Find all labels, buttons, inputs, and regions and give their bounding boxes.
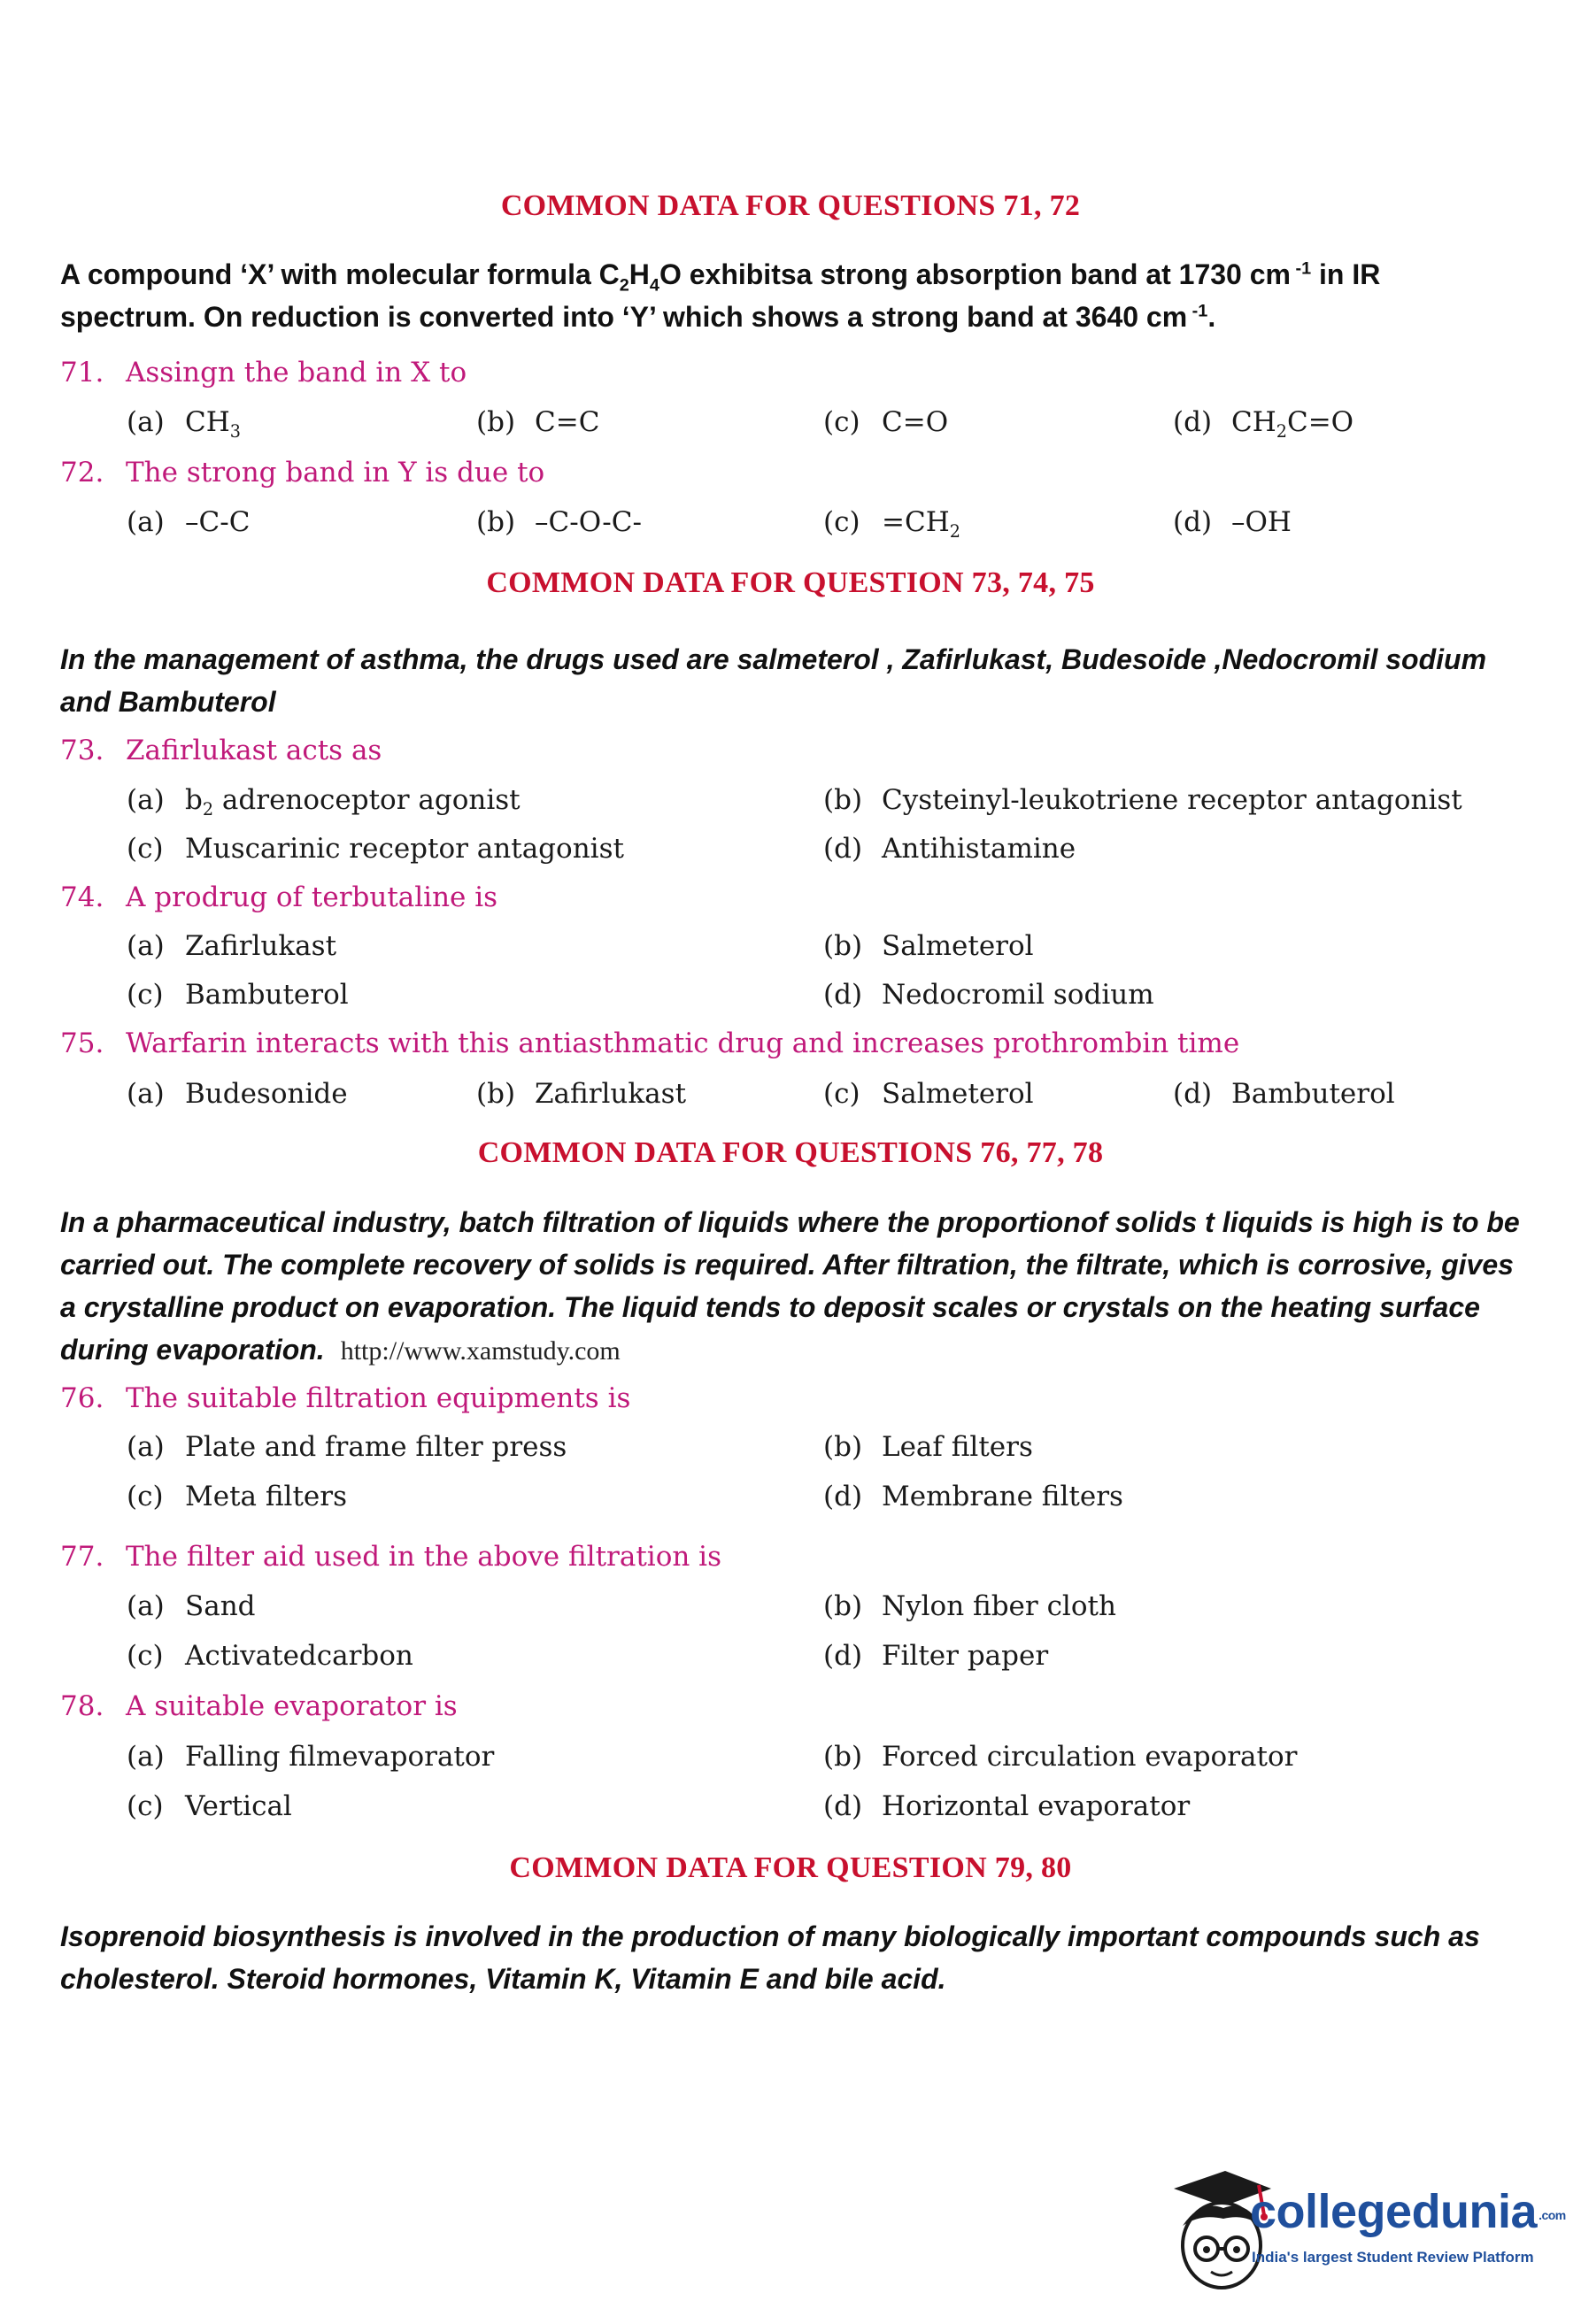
- option-72-b[interactable]: (b) –C-O-C-: [476, 506, 642, 538]
- option-75-a[interactable]: (a) Budesonide: [127, 1078, 348, 1110]
- source-url[interactable]: http://www.xamstudy.com: [340, 1336, 621, 1366]
- option-73-c[interactable]: (c) Muscarinic receptor antagonist: [127, 833, 624, 865]
- option-77-c[interactable]: (c) Activatedcarbon: [127, 1640, 413, 1672]
- option-74-d[interactable]: (d) Nedocromil sodium: [823, 979, 1154, 1011]
- option-78-c[interactable]: (c) Vertical: [127, 1790, 292, 1822]
- option-76-a[interactable]: (a) Plate and frame filter press: [127, 1431, 567, 1463]
- common-data-paragraph: In the management of asthma, the drugs used are salmeterol , Zafirlukast, Budesoide ,Nedocromil sodium and Bambuterol: [60, 643, 1487, 718]
- common-data-paragraph: Isoprenoid biosynthesis is involved in the production of many biologically important compounds such as cholesterol. Steroid hormones, Vitamin K, Vitamin E and bile acid.: [60, 1920, 1480, 1995]
- option-76-b[interactable]: (b) Leaf filters: [823, 1431, 1033, 1463]
- option-74-a[interactable]: (a) Zafirlukast: [127, 930, 337, 962]
- option-71-c[interactable]: (c) C=O: [823, 406, 949, 438]
- section-header: COMMON DATA FOR QUESTIONS 71, 72: [500, 189, 1081, 222]
- option-78-d[interactable]: (d) Horizontal evaporator: [823, 1790, 1191, 1822]
- option-77-a[interactable]: (a) Sand: [127, 1590, 256, 1622]
- option-75-d[interactable]: (d) Bambuterol: [1173, 1078, 1395, 1110]
- option-78-a[interactable]: (a) Falling filmevaporator: [127, 1741, 495, 1773]
- brand-wordmark[interactable]: collegedunia .com: [1250, 2185, 1566, 2238]
- brand-tagline: India's largest Student Review Platform: [1252, 2249, 1534, 2266]
- question-78: 78. A suitable evaporator is: [60, 1690, 458, 1722]
- section-header: COMMON DATA FOR QUESTIONS 76, 77, 78: [477, 1136, 1104, 1169]
- option-75-c[interactable]: (c) Salmeterol: [823, 1078, 1034, 1110]
- option-73-b[interactable]: (b) Cysteinyl-leukotriene receptor antagonist: [823, 784, 1462, 816]
- option-71-d[interactable]: (d) $CH_2C=O$: [1173, 406, 1354, 442]
- question-75: 75. Warfarin interacts with this antiasthmatic drug and increases prothrombin time: [60, 1027, 1240, 1059]
- common-data-paragraph: A compound ‘X’ with molecular formula $C_2H_4O$ exhibitsa strong absorption band at 1730 cm $^{-1}$ in IR spectrum. On reduction is converted into ‘Y’ which shows a strong band at 3640 cm $^{-1}$.: [60, 258, 1381, 333]
- option-77-b[interactable]: (b) Nylon fiber cloth: [823, 1590, 1116, 1622]
- option-74-b[interactable]: (b) Salmeterol: [823, 930, 1034, 962]
- option-72-c[interactable]: $(c) =CH_2$: [823, 506, 960, 543]
- option-76-c[interactable]: (c) Meta filters: [127, 1481, 348, 1512]
- option-72-d[interactable]: (d) –OH: [1173, 506, 1292, 538]
- common-data-paragraph: In a pharmaceutical industry, batch filtration of liquids where the proportionof solids t liquids is high is to be carried out. The complete recovery of solids is required. After filtration, the filtrate, which is corrosive, gives a crystalline product on evaporation. The liquid tends to deposit scales or crystals on the heating surface during evaporation. http://www.xamstudy.com: [60, 1206, 1520, 1366]
- option-78-b[interactable]: (b) Forced circulation evaporator: [823, 1741, 1298, 1773]
- section-header: COMMON DATA FOR QUESTION 79, 80: [509, 1851, 1072, 1884]
- option-75-b[interactable]: (b) Zafirlukast: [476, 1078, 687, 1110]
- option-77-d[interactable]: (d) Filter paper: [823, 1640, 1049, 1672]
- option-71-a[interactable]: (a) $CH_3$: [127, 406, 241, 442]
- option-73-a[interactable]: (a) $b_2$ adrenoceptor agonist: [127, 784, 521, 820]
- question-76: 76. The suitable filtration equipments is: [60, 1382, 631, 1414]
- question-73: 73. Zafirlukast acts as: [60, 735, 382, 766]
- question-71: 71. Assingn the band in X to: [60, 357, 467, 389]
- option-74-c[interactable]: (c) Bambuterol: [127, 979, 349, 1011]
- question-77: 77. The filter aid used in the above filtration is: [60, 1541, 722, 1573]
- option-72-a[interactable]: (a) –C-C: [127, 506, 251, 538]
- section-header: COMMON DATA FOR QUESTION 73, 74, 75: [486, 566, 1095, 599]
- option-73-d[interactable]: (d) Antihistamine: [823, 833, 1076, 865]
- question-72: 72. The strong band in Y is due to: [60, 457, 545, 489]
- option-71-b[interactable]: (b) C=C: [476, 406, 600, 438]
- option-76-d[interactable]: (d) Membrane filters: [823, 1481, 1123, 1512]
- question-74: 74. A prodrug of terbutaline is: [60, 881, 498, 913]
